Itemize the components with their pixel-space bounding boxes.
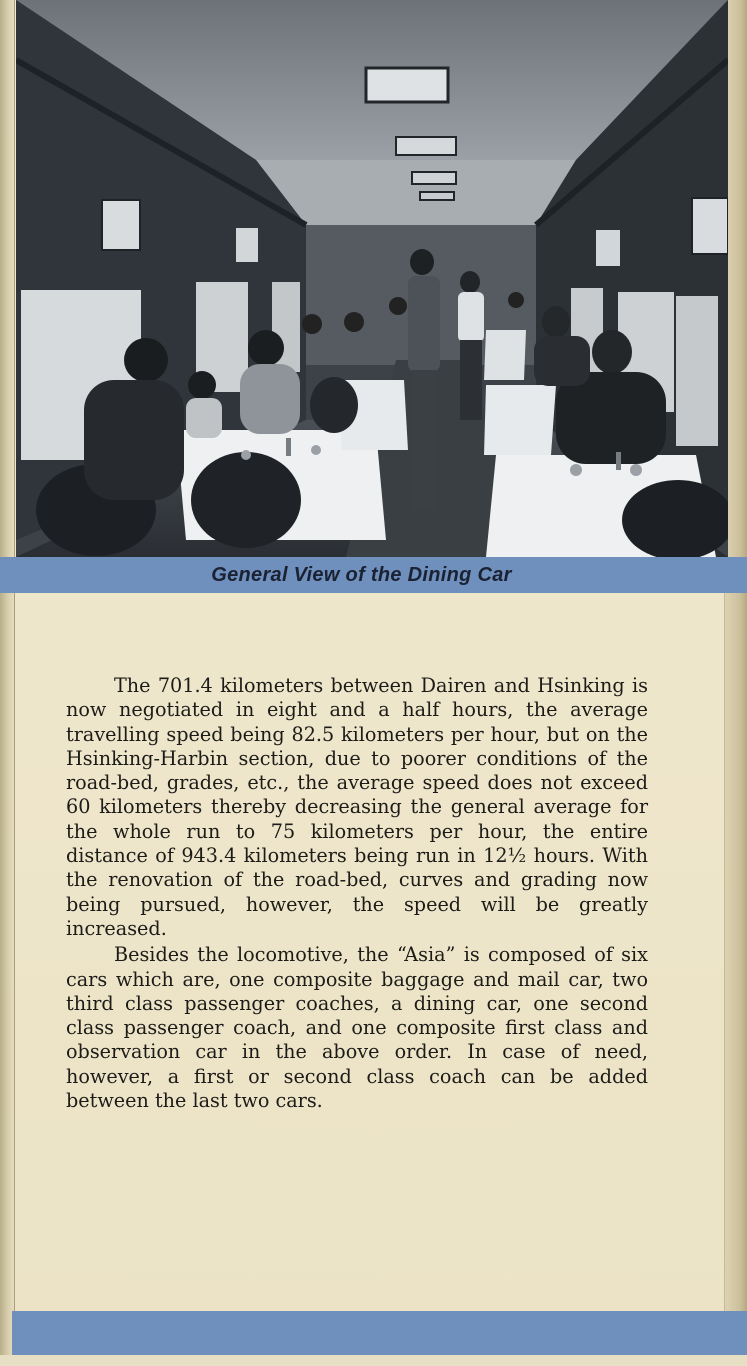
article-body [66,674,648,1113]
paragraph-composition: Besides the locomotive, the “Asia” is composed of six cars which are, one composite baggage and mail car, two third class passenger coaches, a dining car, one second class passenger coach, and one composite first class and observation car in the above order. In case of need, however, a first or second class coach can be added between the last two cars. [66,943,648,1113]
paragraph-speed: The 701.4 kilometers between Dairen and Hsinking is now negotiated in eight and a half hours, the average travelling speed being 82.5 kilometers per hour, but on the Hsinking-Harbin section, due to poorer conditions of the road-bed, grades, etc., the average speed does not exceed 60 kilometers thereby decreasing the general average for the whole run to 75 kilometers per hour, the entire distance of 943.4 kilometers being run in 12½ hours. With the renovation of the road-bed, curves and grading now being pursued, however, the speed will be greatly increased. [66,674,648,940]
bottom-paper-strip [0,1355,747,1366]
page-left-edge [0,0,15,1366]
photo-caption: General View of the Dining Car [211,563,512,586]
dining-car-photograph [16,0,728,557]
bottom-color-band [12,1311,747,1355]
photo-caption-band [0,557,747,593]
